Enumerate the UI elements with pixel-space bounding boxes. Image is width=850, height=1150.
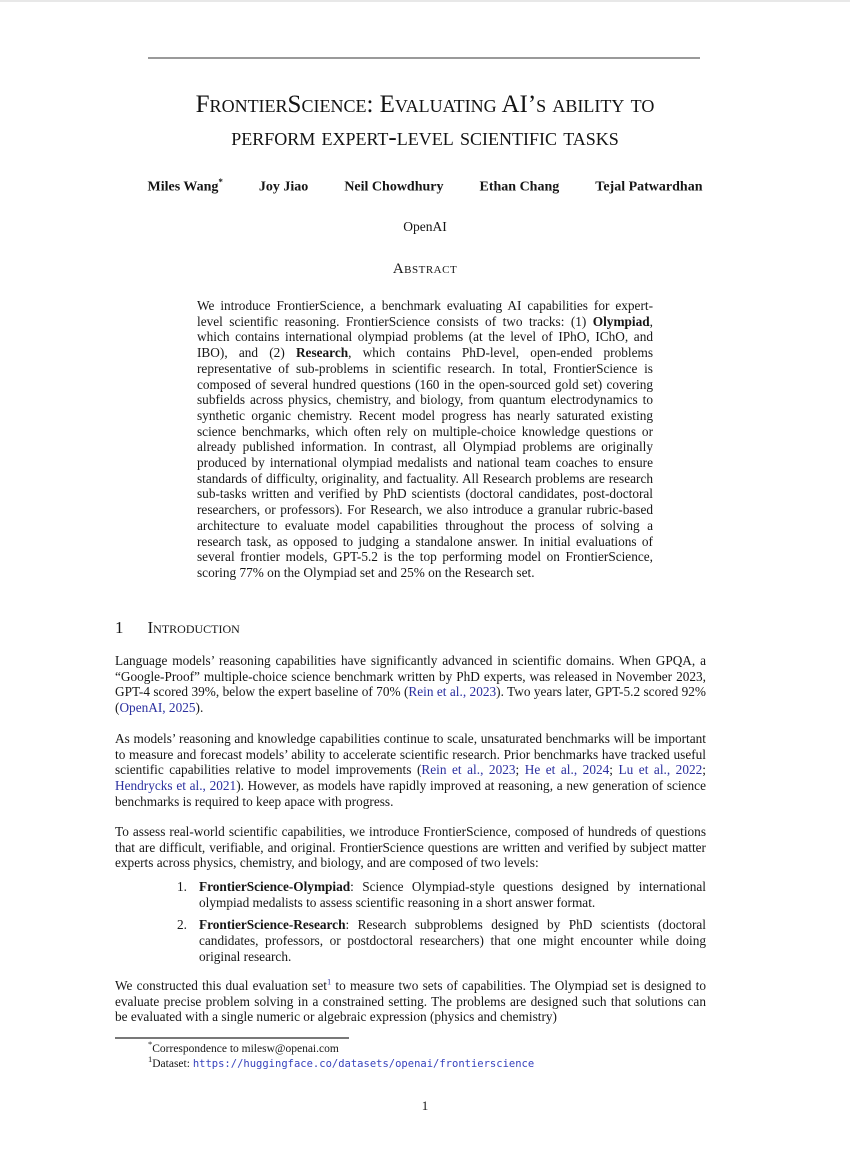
intro-paragraph-2 [115,731,706,810]
url-link[interactable]: https://huggingface.co/datasets/openai/frontierscience [192,1057,535,1070]
top-edge-strip [0,0,850,2]
footnote-marker: 1 [148,1053,153,1064]
author-name: Joy Jiao [258,179,309,195]
author-name: Neil Chowdhury [344,179,444,195]
bold-text: FrontierScience-Olympiad [199,879,351,894]
footnote-ref[interactable]: 1 [326,976,332,987]
list-item-number: 1. [177,879,187,894]
abstract-text [197,298,653,581]
text-run: to measure two sets of capabilities. The Olympiad set is designed to evaluate precise problem solving in a constrained setting. The problems are designed such that solutions can be evaluated with a single numeric or algebraic expression (physics and chemistry) [115,978,706,1025]
bold-text: Olympiad [592,313,650,329]
intro-paragraph-4 [115,978,706,1025]
author-name: Ethan Chang [479,179,560,195]
text-run: Correspondence to milesw@openai.com [152,1043,339,1055]
citation-link[interactable]: Hendrycks et al., 2021 [115,778,237,794]
text-run: , which contains international olympiad problems (at the level of IPhO, IChO, and IBO), and (2) [197,313,653,361]
text-run: Dataset: [152,1057,193,1070]
author-name: Tejal Patwardhan [595,179,703,195]
text-run: : Research subproblems designed by PhD scientists (doctoral candidates, professors, or postdoctoral researchers) that one might encounter while doing original research. [199,917,706,964]
intro-paragraph-1 [115,653,706,716]
text-run: : Science Olympiad-style questions designed by international olympiad medalists to assess scientific reasoning in a short answer format. [199,879,706,910]
header-rule [148,57,700,59]
text-run: , which contains PhD-level, open-ended problems representative of sub-problems in scientific research. In total, FrontierScience is composed of several hundred questions (160 in the open-sourced gold set) covering subfields across physics, chemistry, and biology, from quantum electrodynamics to synthetic organic chemistry. Recent model progress has nearly saturated existing science benchmarks, which often rely on multiple-choice knowledge questions or already published information. In contrast, all Olympiad problems are originally produced by international olympiad medalists and national team coaches to ensure standards of difficulty, originality, and factuality. All Research problems are research sub-tasks written and verified by PhD scientists (doctoral candidates, post-doctoral researchers, or professors). For Research, we also introduce a granular rubric-based architecture to evaluate model capabilities throughout the process of solving a research task, as opposed to judging a standalone answer. In initial evaluations of several frontier models, GPT-5.2 is the top performing model on FrontierScience, scoring 77% on the Olympiad set and 25% on the Research set. [197,345,653,580]
footnote-dataset [115,1053,706,1072]
list-item [115,917,706,964]
abstract-heading: Abstract [392,261,458,277]
list-item-number: 2. [177,917,187,933]
paper-title-line1: FrontierScience: Evaluating AI’s ability to [195,91,655,118]
author-list [0,177,850,196]
text-run: ). [195,700,204,716]
section-title: Introduction [147,618,240,637]
bold-text: Research [295,345,349,361]
paper-title-line2: perform expert-level scientific tasks [231,124,619,151]
author-footnote-marker: * [218,177,223,187]
text-run: ; [515,762,525,778]
citation-link[interactable]: He et al., 2024 [524,762,610,778]
text-run: ; [702,762,706,778]
text-run: Language models’ reasoning capabilities have significantly advanced in scientific domains. When GPQA, a “Google-Proof” multiple-choice science benchmark written by PhD experts, was released in November 2023, GPT-4 scored 39%, below the expert baseline of 70% ( [115,653,706,700]
footnote-correspondence [115,1039,706,1057]
section-heading-introduction [115,618,706,638]
text-run: As models’ reasoning and knowledge capabilities continue to scale, unsaturated benchmarks will be important to measure and forecast models’ ability to accelerate scientific research. Prior benchmarks have tracked useful scientific capabilities relative to model improvements ( [115,731,706,778]
text-run: ; [609,762,619,778]
intro-paragraph-3 [115,824,706,871]
numbered-list [115,879,706,972]
bold-text: FrontierScience-Research [199,917,346,933]
citation-link[interactable]: Rein et al., 2023 [408,684,497,700]
text-run: We introduce FrontierScience, a benchmark evaluating AI capabilities for expert-level scientific reasoning. FrontierScience consists of two tracks: (1) [197,298,653,329]
paper-title [0,88,850,154]
text-run: We constructed this dual evaluation set [115,978,327,993]
text-run: ). However, as models have rapidly improved at reasoning, a new generation of science benchmarks is required to keep apace with progress. [115,778,706,809]
affiliation: OpenAI [403,219,447,234]
citation-link[interactable]: Rein et al., 2023 [421,762,516,778]
list-item [115,879,706,910]
list-item-text [199,879,706,910]
section-number: 1 [115,618,124,637]
footnotes [115,1039,706,1071]
text-run: To assess real-world scientific capabilities, we introduce FrontierScience, composed of hundreds of questions that are difficult, verifiable, and original. FrontierScience questions are written and verified by subject matter experts across physics, chemistry, and biology, and are composed of two levels: [115,824,706,871]
page-number: 1 [421,1098,429,1113]
author-name: Miles Wang* [147,177,223,195]
list-item-text [199,917,706,963]
citation-link[interactable]: OpenAI, 2025 [119,700,196,716]
text-run: ). Two years later, GPT-5.2 scored 92% ( [115,684,706,716]
footnote-marker: * [148,1039,153,1050]
citation-link[interactable]: Lu et al., 2022 [618,762,703,778]
